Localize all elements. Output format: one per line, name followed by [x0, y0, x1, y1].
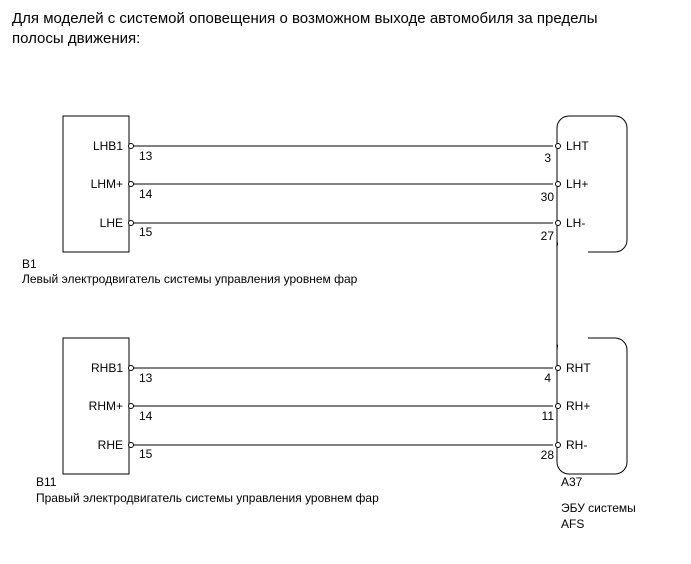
terminal-rht [556, 366, 561, 371]
ecu-pin-number-rht: 4 [544, 371, 551, 385]
right-motor-name: Правый электродвигатель системы управления уровнем фар [36, 491, 379, 505]
terminal-rh-minus [556, 443, 561, 448]
terminal-rhb1 [129, 366, 134, 371]
ecu-pin-label-lh-minus: LH- [566, 216, 586, 230]
terminal-lht [556, 144, 561, 149]
ecu-pin-number-lh-plus: 30 [540, 190, 554, 204]
ecu-pin-number-lh-minus: 27 [540, 229, 554, 243]
pin-label-rhb1: RHB1 [90, 361, 123, 375]
terminal-lh-minus [556, 221, 561, 226]
ecu-pin-label-rht: RHT [566, 361, 591, 375]
ecu-code: A37 [561, 475, 583, 489]
ecu-pin-label-lh-plus: LH+ [566, 177, 589, 191]
ecu-pin-number-rh-plus: 11 [541, 409, 554, 423]
pin-number-lhe: 15 [139, 225, 153, 239]
ecu-pin-number-lht: 3 [544, 151, 551, 165]
right-motor-code: B11 [36, 475, 57, 489]
ecu-name-line-1: ЭБУ системы [561, 501, 636, 515]
ecu-pin-label-rh-minus: RH- [566, 438, 588, 452]
pin-label-rhe: RHE [97, 438, 123, 452]
ecu-name-line-2: AFS [561, 517, 585, 531]
left-motor-name: Левый электродвигатель системы управления уровнем фар [22, 272, 358, 286]
pin-label-lhm: LHM+ [90, 177, 123, 191]
terminal-rh-plus [556, 404, 561, 409]
ecu-pin-number-rh-minus: 28 [540, 448, 554, 462]
header-line-2: полосы движения: [12, 30, 141, 47]
terminal-lhb1 [129, 144, 134, 149]
pin-number-rhm: 14 [139, 409, 153, 423]
ecu-pin-label-lht: LHT [566, 139, 589, 153]
pin-number-rhb1: 13 [139, 371, 153, 385]
ecu-pin-label-rh-plus: RH+ [566, 399, 591, 413]
left-motor-code: B1 [22, 257, 37, 271]
ecu-connector-fill [558, 240, 588, 350]
terminal-rhe [129, 443, 134, 448]
pin-label-lhe: LHE [99, 216, 123, 230]
pin-number-lhm: 14 [139, 187, 153, 201]
pin-number-rhe: 15 [139, 447, 153, 461]
terminal-lh-plus [556, 182, 561, 187]
pin-label-rhm: RHM+ [88, 399, 123, 413]
header-line-1: Для моделей с системой оповещения о возможном выходе автомобиля за пределы [12, 10, 598, 27]
pin-label-lhb1: LHB1 [92, 139, 123, 153]
terminal-lhe [129, 221, 134, 226]
pin-number-lhb1: 13 [139, 149, 153, 163]
terminal-rhm [129, 404, 134, 409]
terminal-lhm [129, 182, 134, 187]
